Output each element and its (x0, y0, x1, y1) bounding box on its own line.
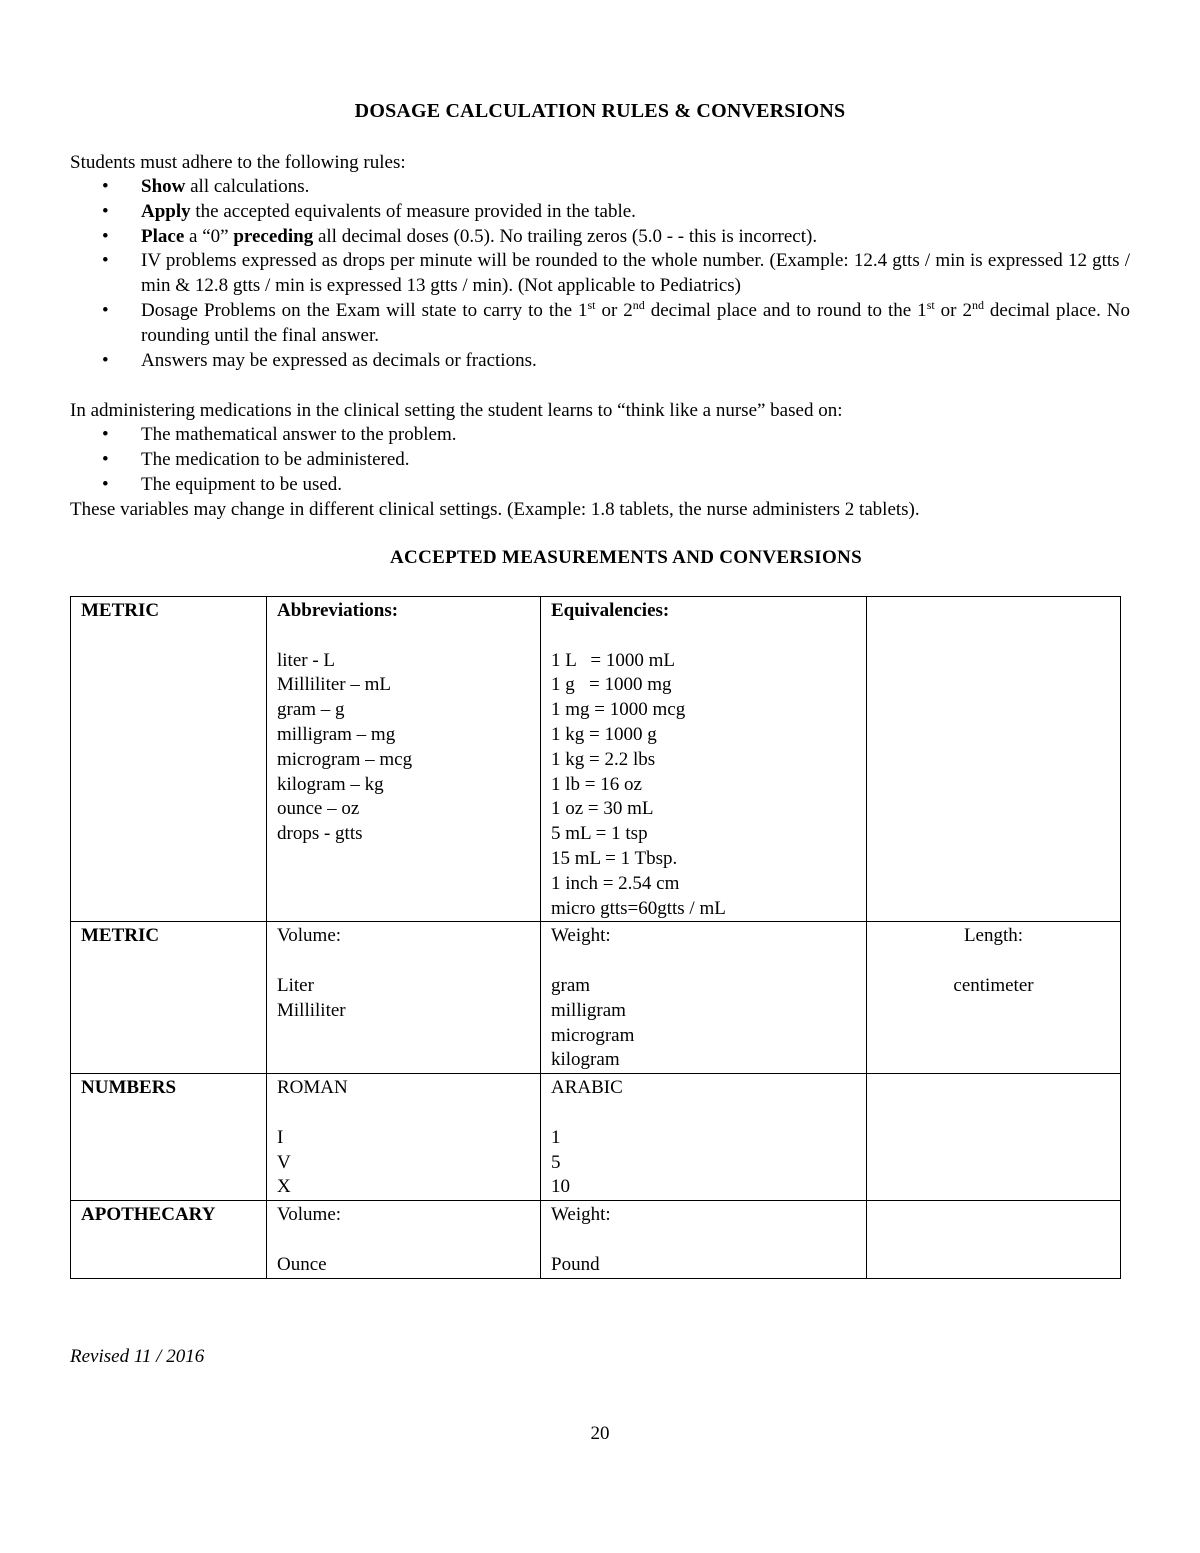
list-item: Milliliter – mL (277, 674, 391, 696)
arabic-header: ARABIC (551, 1077, 623, 1099)
rules-intro: Students must adhere to the following rules: (70, 152, 406, 173)
arabic-cell (541, 1074, 867, 1201)
roman-cell (267, 1074, 541, 1201)
list-item: I (277, 1126, 284, 1148)
table-row (71, 922, 1121, 1074)
bullet-icon: • (102, 250, 109, 272)
list-item: milligram (551, 999, 626, 1021)
clinical-section (70, 398, 1130, 522)
row-label: APOTHECARY (71, 1201, 267, 1278)
weight-cell (541, 922, 867, 1074)
bullet-icon: • (102, 299, 109, 321)
list-item: milligram – mg (277, 723, 396, 745)
row-label: METRIC (71, 597, 267, 922)
rule-item: • Dosage Problems on the Exam will state to carry to the 1st or 2nd decimal place and to round to the 1st or 2nd decimal place. No rounding until the final answer. (102, 297, 1131, 346)
table-title: ACCEPTED MEASUREMENTS AND CONVERSIONS (390, 547, 862, 568)
page-title: DOSAGE CALCULATION RULES & CONVERSIONS (354, 100, 846, 122)
list-item: V (277, 1151, 291, 1173)
bullet-icon: • (102, 200, 109, 222)
clinical-list (70, 423, 1130, 497)
length-header: Length: (963, 925, 1024, 947)
equivalencies-header: Equivalencies: (551, 600, 670, 621)
empty-cell (867, 597, 1121, 922)
bullet-icon: • (102, 349, 109, 371)
list-item: gram – g (277, 699, 345, 721)
list-item: microgram – mcg (277, 748, 413, 770)
roman-header: ROMAN (277, 1077, 348, 1099)
clinical-item: • The medication to be administered. (70, 448, 1130, 473)
volume-cell (267, 1201, 541, 1278)
row-label: METRIC (71, 922, 267, 1074)
clinical-item: • The equipment to be used. (70, 473, 1130, 498)
abbreviations-cell (267, 597, 541, 922)
empty-cell (867, 1201, 1121, 1278)
list-item: 1 mg = 1000 mcg (551, 699, 686, 721)
conversions-table (70, 596, 1121, 1279)
table-row (71, 597, 1121, 922)
list-item: 1 oz = 30 mL (551, 798, 654, 820)
volume-cell (267, 922, 541, 1074)
bullet-icon: • (102, 448, 109, 470)
bullet-icon: • (102, 424, 109, 445)
clinical-item: • The mathematical answer to the problem. (70, 423, 1130, 448)
clinical-outro: These variables may change in different clinical settings. (Example: 1.8 tablets, the nurse administers 2 tablets). (70, 499, 920, 521)
page-number: 20 (590, 1423, 610, 1444)
abbreviations-header: Abbreviations: (277, 600, 399, 621)
list-item: 1 (551, 1126, 561, 1148)
rule-item: • Apply the accepted equivalents of measure provided in the table. (70, 200, 1130, 225)
weight-header: Weight: (551, 1204, 611, 1226)
volume-header: Volume: (277, 925, 342, 947)
list-item: 5 mL = 1 tsp (551, 823, 648, 845)
list-item: 10 (551, 1176, 570, 1198)
weight-cell (541, 1201, 867, 1278)
table-row (71, 1074, 1121, 1201)
list-item: 1 inch = 2.54 cm (551, 872, 680, 894)
list-item: 1 kg = 1000 g (551, 723, 657, 745)
list-item: 15 mL = 1 Tbsp. (551, 847, 678, 869)
list-item: Milliliter (277, 999, 346, 1021)
list-item: 1 g = 1000 mg (551, 674, 672, 696)
rule-item: • Answers may be expressed as decimals or fractions. (70, 349, 1130, 374)
list-item: gram (551, 974, 591, 996)
rules-section (70, 150, 1130, 373)
bullet-icon: • (102, 473, 109, 495)
equivalencies-cell (541, 597, 867, 922)
list-item: ounce – oz (277, 798, 360, 820)
list-item: 1 lb = 16 oz (551, 773, 642, 795)
list-item: liter - L (277, 649, 336, 671)
list-item: micro gtts=60gtts / mL (551, 897, 726, 919)
revision-note: Revised 11 / 2016 (70, 1346, 205, 1367)
list-item: 1 L = 1000 mL (551, 649, 676, 671)
rule-item: • Place a “0” preceding all decimal doses (0.5). No trailing zeros (5.0 - - this is incorrect). (70, 225, 1130, 250)
weight-header: Weight: (551, 925, 611, 947)
bullet-icon: • (102, 176, 109, 197)
bullet-icon: • (102, 225, 109, 247)
empty-cell (867, 1074, 1121, 1201)
list-item: Pound (551, 1253, 600, 1275)
list-item: drops - gtts (277, 823, 363, 845)
table-row (71, 1201, 1121, 1278)
list-item: centimeter (953, 974, 1034, 996)
list-item: 5 (551, 1151, 561, 1173)
clinical-intro: In administering medications in the clinical setting the student learns to “think like a nurse” based on: (70, 400, 843, 421)
list-item: Ounce (277, 1253, 327, 1275)
list-item: kilogram – kg (277, 773, 384, 795)
rule-item: • IV problems expressed as drops per minute will be rounded to the whole number. (Example: 12.4 gtts / min is expressed 12 gtts / min & 12.8 gtts / min is expressed 13 gtts / min). (Not applicable to Pediatrics) (102, 250, 1130, 297)
list-item: microgram (551, 1024, 635, 1046)
length-cell (867, 922, 1121, 1074)
list-item: Liter (277, 974, 314, 996)
list-item: 1 kg = 2.2 lbs (551, 748, 656, 770)
list-item: X (277, 1176, 291, 1198)
row-label: NUMBERS (71, 1074, 267, 1201)
list-item: kilogram (551, 1049, 620, 1071)
rules-list (70, 175, 1130, 373)
volume-header: Volume: (277, 1204, 342, 1226)
rule-item: • Show all calculations. (70, 175, 1130, 200)
